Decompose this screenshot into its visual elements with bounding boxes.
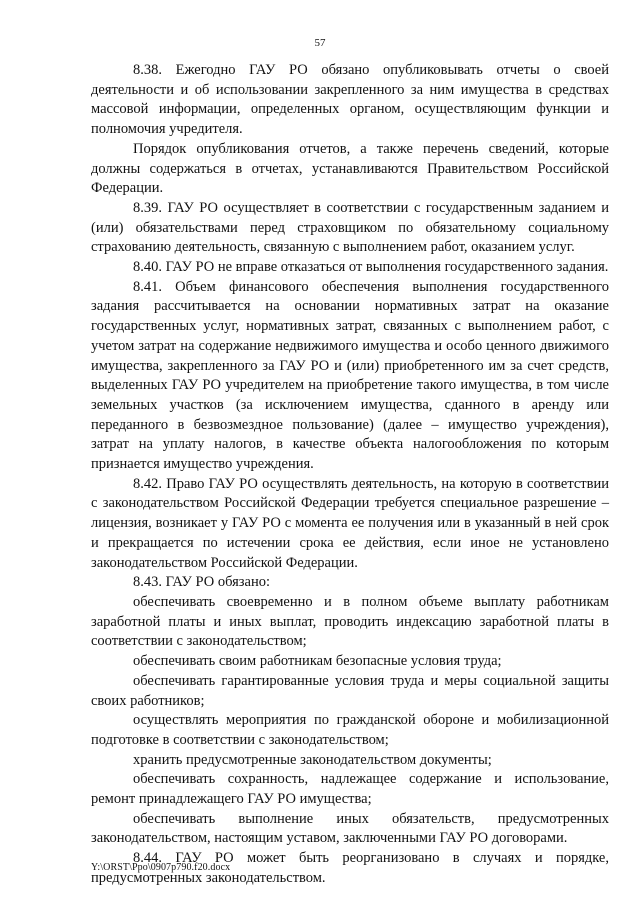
obligation-item: осуществлять мероприятия по гражданской обороне и мобилизационной подготовке в соответствии с законодательством; [91, 712, 609, 748]
paragraph-8-40: 8.40. ГАУ РО не вправе отказаться от выполнения государственного задания. [133, 259, 609, 276]
paragraph-8-38: 8.38. Ежегодно ГАУ РО обязано опубликовывать отчеты о своей деятельности и об использовании закрепленного за ним имущества в средствах массовой информации, определенных органом, осуществляющим функции и полномочия учредителя. [91, 62, 609, 138]
footer-file-path: Y:\ORST\Ppo\0907p790.f20.docx [91, 862, 231, 873]
obligation-item: обеспечивать своим работникам безопасные условия труда; [133, 653, 502, 670]
page-number: 57 [314, 37, 326, 49]
obligation-item: обеспечивать гарантированные условия труда и меры социальной защиты своих работников; [91, 672, 609, 709]
paragraph-8-42: 8.42. Право ГАУ РО осуществлять деятельность, на которую в соответствии с законодательством Российской Федерации требуется специальное разрешение – лицензия, возникает у ГАУ РО с момента ее получения или в указанный в ней срок и прекращается по истечении срока ее действия, если иное не установлено законодательством Российской Федерации. [91, 475, 609, 571]
obligation-item: хранить предусмотренные законодательством документы; [133, 751, 492, 768]
obligation-item: обеспечивать сохранность, надлежащее содержание и использование, ремонт принадлежащего ГАУ РО имущества; [91, 771, 609, 808]
document-body [91, 61, 609, 889]
obligation-item: обеспечивать выполнение иных обязательств, предусмотренных законодательством, настоящим уставом, заключенными ГАУ РО договорами. [91, 810, 609, 847]
paragraph-8-43: 8.43. ГАУ РО обязано: [133, 574, 270, 591]
paragraph-8-39: 8.39. ГАУ РО осуществляет в соответствии с государственным заданием и (или) обязательствами перед страховщиком по обязательному социальному страхованию деятельность, связанную с выполнением работ, оказанием услуг. [91, 199, 609, 256]
paragraph-report-procedure: Порядок опубликования отчетов, а также перечень сведений, которые должны содержаться в отчетах, устанавливаются Правительством Российской Федерации. [91, 140, 609, 197]
obligation-item: обеспечивать своевременно и в полном объеме выплату работникам заработной платы и иных выплат, проводить индексацию заработной платы в соответствии с законодательством; [91, 593, 609, 650]
paragraph-8-41: 8.41. Объем финансового обеспечения выполнения государственного задания рассчитывается на основании нормативных затрат на оказание государственных услуг, нормативных затрат, связанных с выполнением работ, с учетом затрат на содержание недвижимого имущества и особо ценного движимого имущества, закрепленного за ГАУ РО и (или) приобретенного им за счет средств, выделенных ГАУ РО учредителем на приобретение такого имущества, в том числе земельных участков (за исключением имущества, сданного в аренду или переданного в безвозмездное пользование) (далее – имущество учреждения), затрат на уплату налогов, в качестве объекта налогообложения по которым признается имущество учреждения. [91, 278, 609, 473]
paragraph-8-44: 8.44. ГАУ РО может быть реорганизовано в случаях и порядке, предусмотренных законодательством. [91, 850, 609, 886]
